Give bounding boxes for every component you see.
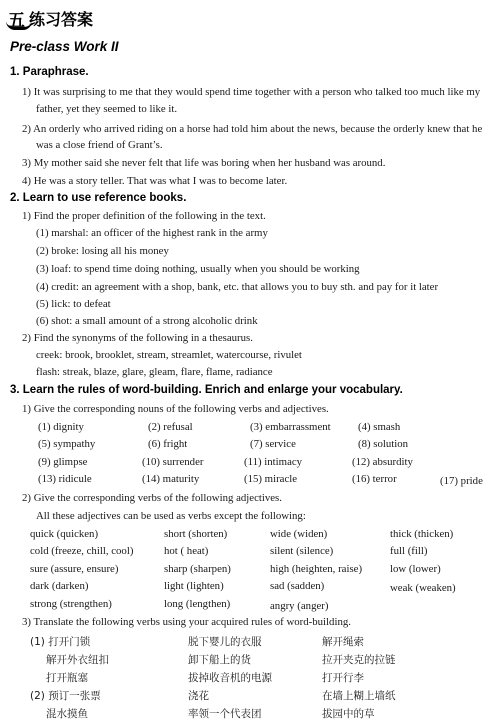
paraphrase-item-4: 4) He was a story teller. That was what I was to become later. [22,175,288,187]
section2-sub2: 2) Find the synonyms of the following in a thesaurus. [22,332,253,344]
noun-item: (11) intimacy [244,456,303,468]
translation-item: 卸下船上的货 [188,654,251,666]
page-title: 练习答案 [29,9,94,29]
translation-item: 解开外衣纽扣 [46,654,109,666]
translation-item: 拉开夹克的拉链 [322,654,396,666]
paraphrase-item-2: 2) An orderly who arrived riding on a horse had told him about the news, because the orderly knew that he [22,123,483,135]
noun-item: (4) smash [358,421,401,433]
noun-item: (6) fright [148,438,188,450]
noun-item: (17) pride [440,475,483,487]
section3-sub2-note: All these adjectives can be used as verbs except the following: [36,510,306,522]
noun-item: (3) embarrassment [250,421,331,433]
noun-item: (9) glimpse [38,456,88,468]
verb-item: weak (weaken) [390,582,456,594]
noun-item: (2) refusal [148,421,193,433]
translation-item: (2) 预订一张票 [30,690,101,702]
noun-item: (12) absurdity [352,456,413,468]
verb-item: thick (thicken) [390,528,454,540]
verb-item: silent (silence) [270,545,334,557]
definition-item: (3) loaf: to spend time doing nothing, usually when you should be working [36,263,360,275]
verb-item: light (lighten) [164,580,224,592]
noun-item: (10) surrender [142,456,204,468]
page-subtitle: Pre-class Work II [10,39,119,54]
verb-item: wide (widen) [270,528,328,540]
noun-item: (16) terror [352,473,397,485]
verb-item: high (heighten, raise) [270,563,363,575]
paraphrase-item-2-cont: was a close friend of Grant’s. [36,139,163,151]
noun-item: (1) dignity [38,421,84,433]
definition-item: (1) marshal: an officer of the highest rank in the army [36,227,268,239]
section3-sub1: 1) Give the corresponding nouns of the following verbs and adjectives. [22,403,329,415]
definition-item: (4) credit: an agreement with a shop, bank, etc. that allows you to buy sth. and pay for it later [36,281,439,293]
translation-item: 拔掉收音机的电源 [188,672,272,684]
noun-item: (14) maturity [142,473,200,485]
translation-item: 率领一个代表团 [188,708,262,720]
translation-item: (1) 打开门锁 [30,636,91,648]
noun-item: (5) sympathy [38,438,96,450]
paraphrase-item-1-cont: father, yet they seemed to like it. [36,103,178,115]
definition-item: (6) shot: a small amount of a strong alcoholic drink [36,315,258,327]
noun-item: (15) miracle [244,473,298,485]
translation-item: 脱下婴儿的衣服 [188,636,262,648]
translation-item: 打开行李 [322,672,364,684]
synonym-item: flash: streak, blaze, glare, gleam, flare, flame, radiance [36,366,273,378]
section3-heading: 3. Learn the rules of word-building. Enrich and enlarge your vocabulary. [10,384,403,396]
verb-item: strong (strengthen) [30,598,112,610]
section3-sub3: 3) Translate the following verbs using your acquired rules of word-building. [22,616,351,628]
section2-heading: 2. Learn to use reference books. [10,192,187,204]
translation-item: 拔园中的草 [322,708,375,720]
verb-item: full (fill) [390,545,428,557]
verb-item: angry (anger) [270,600,329,612]
verb-item: sad (sadden) [270,580,325,592]
section1-heading: 1. Paraphrase. [10,66,89,78]
section-number: 五 [8,10,25,31]
paraphrase-item-1: 1) It was surprising to me that they would spend time together with a person who talked too much like my [22,86,481,98]
section3-sub2: 2) Give the corresponding verbs of the following adjectives. [22,492,282,504]
verb-item: long (lengthen) [164,598,231,610]
verb-item: hot ( heat) [164,545,209,557]
verb-item: sure (assure, ensure) [30,563,119,575]
definition-item: (2) broke: losing all his money [36,245,169,257]
paraphrase-item-3: 3) My mother said she never felt that life was boring when her husband was around. [22,157,386,169]
translation-item: 在墙上糊上墙纸 [322,690,396,702]
verb-item: low (lower) [390,563,441,575]
section2-sub1: 1) Find the proper definition of the following in the text. [22,210,266,222]
section-number-badge [8,6,25,31]
verb-item: short (shorten) [164,528,228,540]
verb-item: quick (quicken) [30,528,99,540]
definition-item: (5) lick: to defeat [36,298,111,310]
verb-item: sharp (sharpen) [164,563,231,575]
translation-item: 打开瓶塞 [46,672,88,684]
translation-item: 浇花 [188,690,209,702]
page-header [8,4,93,32]
noun-item: (8) solution [358,438,409,450]
translation-item: 混水摸鱼 [46,708,88,720]
synonym-item: creek: brook, brooklet, stream, streamlet, watercourse, rivulet [36,349,302,361]
translation-item: 解开绳索 [322,636,364,648]
noun-item: (13) ridicule [38,473,92,485]
verb-item: cold (freeze, chill, cool) [30,545,134,557]
swoosh-decoration [6,21,32,30]
verb-item: dark (darken) [30,580,89,592]
noun-item: (7) service [250,438,296,450]
